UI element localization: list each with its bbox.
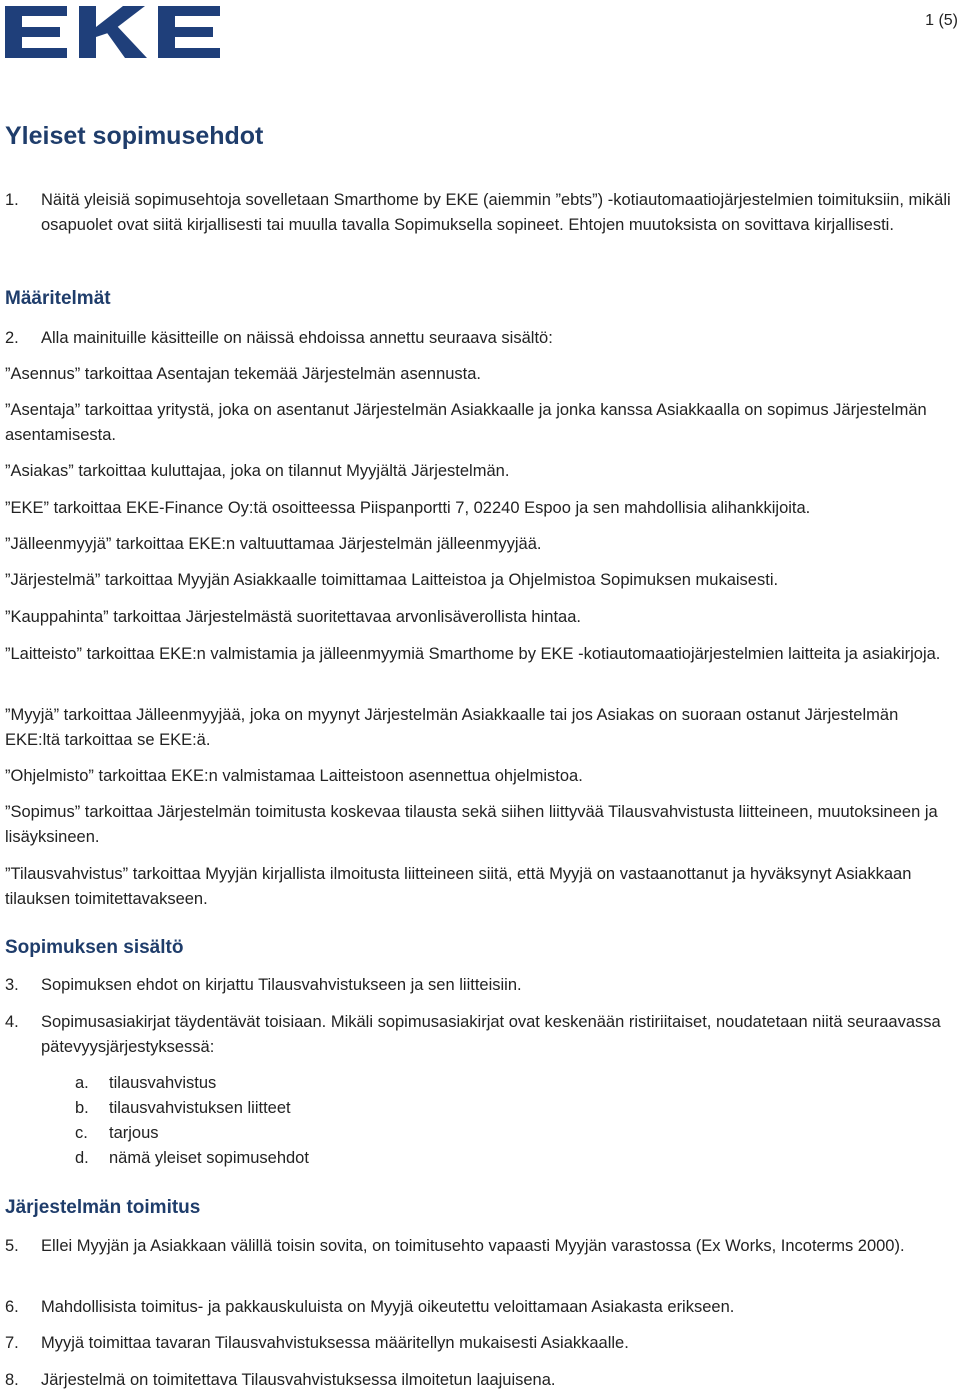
clause-number: 8. — [5, 1371, 19, 1389]
clause-number: 1. — [5, 191, 19, 209]
clause-number: 6. — [5, 1298, 19, 1316]
definition-item: ”Myyjä” tarkoittaa Jälleenmyyjää, joka on myynyt Järjestelmän Asiakkaalle tai jos Asiakas on suoraan ostanut Järjestelmän EKE:ltä tarkoittaa se EKE:ä. — [5, 706, 899, 749]
definition-item: ”EKE” tarkoittaa EKE-Finance Oy:tä osoitteessa Piispanportti 7, 02240 Espoo ja sen mahdollisia alihankkijoita. — [5, 499, 811, 517]
order-item: tilausvahvistuksen liitteet — [109, 1099, 291, 1117]
definition-item: ”Järjestelmä” tarkoittaa Myyjän Asiakkaalle toimittamaa Laitteistoa ja Ohjelmistoa Sopimuksen mukaisesti. — [5, 571, 779, 589]
page-number: 1 (5) — [925, 12, 958, 29]
clause-number: 2. — [5, 329, 19, 347]
clause-text: Näitä yleisiä sopimusehtoja sovelletaan Smarthome by EKE (aiemmin ”ebts”) -kotiautomaatiojärjestelmien toimituksiin, mikäli osapuolet ovat siitä kirjallisesti tai muulla tavalla Sopimuksella sopineet. Ehtojen muutoksista on sovittava kirjallisesti. — [41, 191, 951, 234]
definition-item: ”Asentaja” tarkoittaa yritystä, joka on asentanut Järjestelmän Asiakkaalle ja jonka kanssa Asiakkaalla on sopimus Järjestelmän asentamisesta. — [5, 401, 927, 444]
clause-text: Sopimusasiakirjat täydentävät toisiaan. Mikäli sopimusasiakirjat ovat keskenään ristiriitaiset, noudatetaan niitä seuraavassa pätevyysjärjestyksessä: — [41, 1013, 941, 1056]
order-letter: b. — [75, 1099, 89, 1117]
section-heading-definitions: Määritelmät — [5, 288, 111, 309]
definition-item: ”Tilausvahvistus” tarkoittaa Myyjän kirjallista ilmoitusta liitteineen siitä, että Myyjä on vastaanottanut ja hyväksynyt Asiakkaan tilauksen toimitettavakseen. — [5, 865, 912, 908]
definition-item: ”Laitteisto” tarkoittaa EKE:n valmistamia ja jälleenmyymiä Smarthome by EKE -kotiautomaatiojärjestelmien laitteita ja asiakirjoja. — [5, 645, 941, 663]
section-heading-contract: Sopimuksen sisältö — [5, 937, 184, 958]
order-item: tilausvahvistus — [109, 1074, 217, 1092]
definition-item: ”Asiakas” tarkoittaa kuluttajaa, joka on tilannut Myyjältä Järjestelmän. — [5, 462, 510, 480]
definition-item: ”Asennus” tarkoittaa Asentajan tekemää Järjestelmän asennusta. — [5, 365, 482, 383]
clause-number: 5. — [5, 1237, 19, 1255]
section-heading-delivery: Järjestelmän toimitus — [5, 1197, 201, 1218]
definition-item: ”Kauppahinta” tarkoittaa Järjestelmästä suoritettavaa arvonlisäverollista hintaa. — [5, 608, 581, 626]
clause-text: Alla mainituille käsitteille on näissä ehdoissa annettu seuraava sisältö: — [41, 329, 553, 347]
definition-item: ”Sopimus” tarkoittaa Järjestelmän toimitusta koskevaa tilausta sekä siihen liittyvää Tilausvahvistusta liitteineen, muutoksineen ja lisäyksineen. — [5, 803, 938, 846]
eke-logo — [5, 6, 220, 58]
clause-text: Ellei Myyjän ja Asiakkaan välillä toisin sovita, on toimitusehto vapaasti Myyjän varastossa (Ex Works, Incoterms 2000). — [41, 1237, 905, 1255]
order-letter: c. — [75, 1124, 88, 1142]
clause-number: 7. — [5, 1334, 19, 1352]
order-item: tarjous — [109, 1124, 159, 1142]
clause-text: Myyjä toimittaa tavaran Tilausvahvistuksessa määritellyn mukaisesti Asiakkaalle. — [41, 1334, 629, 1352]
order-item: nämä yleiset sopimusehdot — [109, 1149, 309, 1167]
definition-item: ”Ohjelmisto” tarkoittaa EKE:n valmistamaa Laitteistoon asennettua ohjelmistoa. — [5, 767, 583, 785]
order-letter: a. — [75, 1074, 89, 1092]
document-title: Yleiset sopimusehdot — [5, 122, 264, 150]
clause-text: Järjestelmä on toimitettava Tilausvahvistuksessa ilmoitetun laajuisena. — [41, 1371, 556, 1389]
order-letter: d. — [75, 1149, 89, 1167]
clause-text: Sopimuksen ehdot on kirjattu Tilausvahvistukseen ja sen liitteisiin. — [41, 976, 522, 994]
definition-item: ”Jälleenmyyjä” tarkoittaa EKE:n valtuuttamaa Järjestelmän jälleenmyyjää. — [5, 535, 542, 553]
clause-text: Mahdollisista toimitus- ja pakkauskuluista on Myyjä oikeutettu veloittamaan Asiakasta erikseen. — [41, 1298, 735, 1316]
clause-number: 3. — [5, 976, 19, 994]
clause-number: 4. — [5, 1013, 19, 1031]
